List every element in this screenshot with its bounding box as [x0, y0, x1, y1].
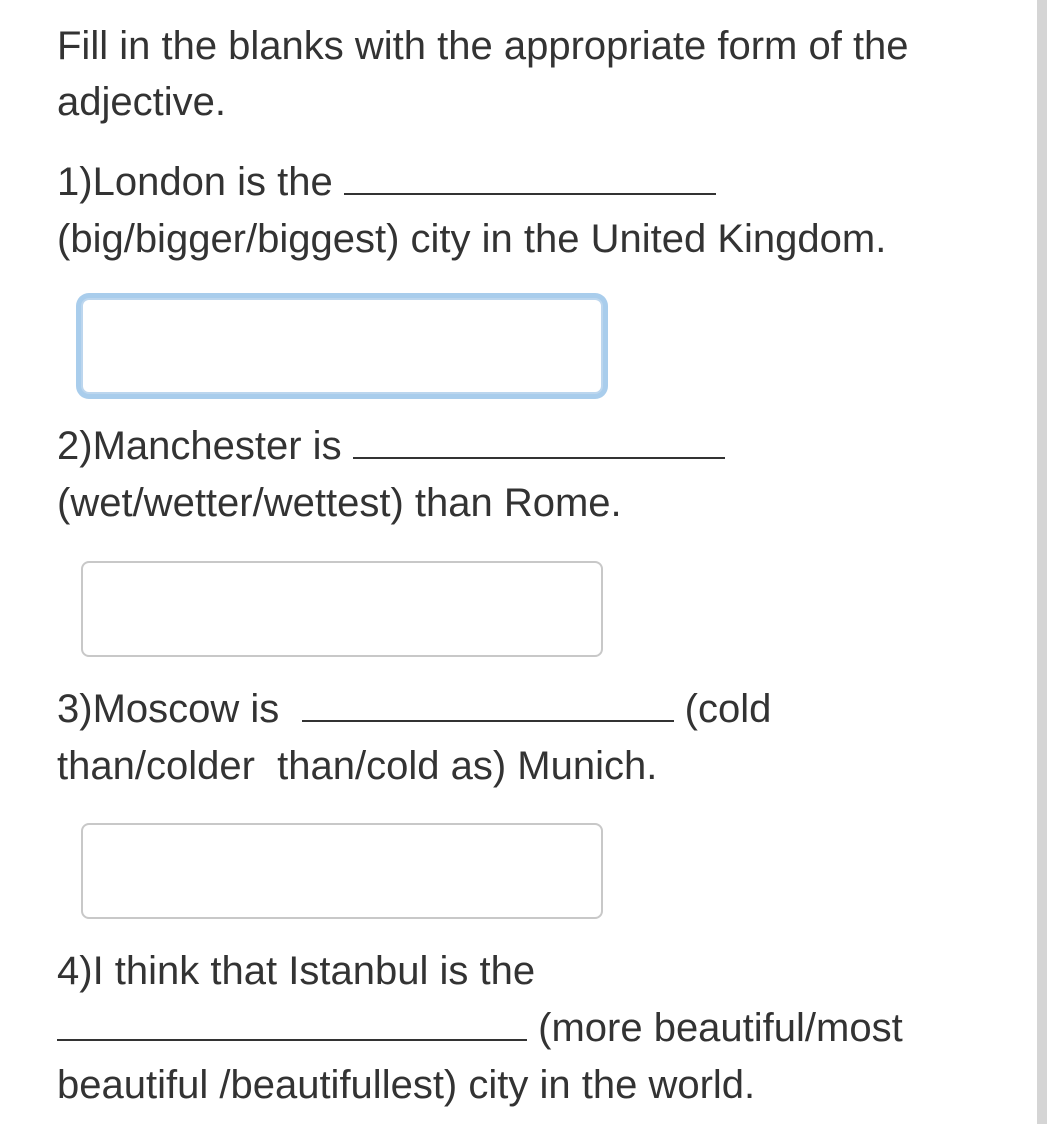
scrollbar-thumb[interactable] [1037, 0, 1047, 1124]
question-text-before: I think that Istanbul is the [92, 949, 536, 993]
worksheet [57, 18, 1017, 1107]
instructions-text: Fill in the blanks with the appropriate form of the adjective. [57, 24, 909, 124]
question-number: 2) [57, 424, 93, 468]
question-number: 1) [57, 160, 93, 204]
question-text-after: (more beautiful/most [538, 1006, 903, 1050]
scrollbar[interactable] [1033, 0, 1047, 1124]
question-number: 4) [57, 949, 93, 993]
question-text-after: (big/bigger/biggest) city in the United Kingdom. [57, 217, 887, 261]
answer-blank-line [344, 163, 716, 195]
question-text-after: than/colder than/cold as) Munich. [57, 744, 658, 788]
answer-blank-line [57, 1009, 527, 1041]
question-1 [57, 154, 886, 268]
answer-blank-line [302, 690, 674, 722]
question-text-after: (wet/wetter/wettest) than Rome. [57, 481, 622, 525]
question-text-before: London is the [92, 160, 333, 204]
question-3 [57, 681, 857, 795]
answer-input-1[interactable] [81, 298, 603, 394]
answer-blank-line [353, 427, 725, 459]
answer-input-3[interactable] [81, 823, 603, 919]
question-text-after: beautiful /beautifullest) city in the world. [57, 1063, 756, 1107]
question-4 [57, 943, 977, 1114]
answer-input-2[interactable] [81, 561, 603, 657]
question-text-before: Manchester is [92, 424, 342, 468]
question-text-before: Moscow is [92, 687, 280, 731]
question-text-after: (cold [684, 687, 772, 731]
question-2 [57, 418, 725, 532]
question-number: 3) [57, 687, 93, 731]
